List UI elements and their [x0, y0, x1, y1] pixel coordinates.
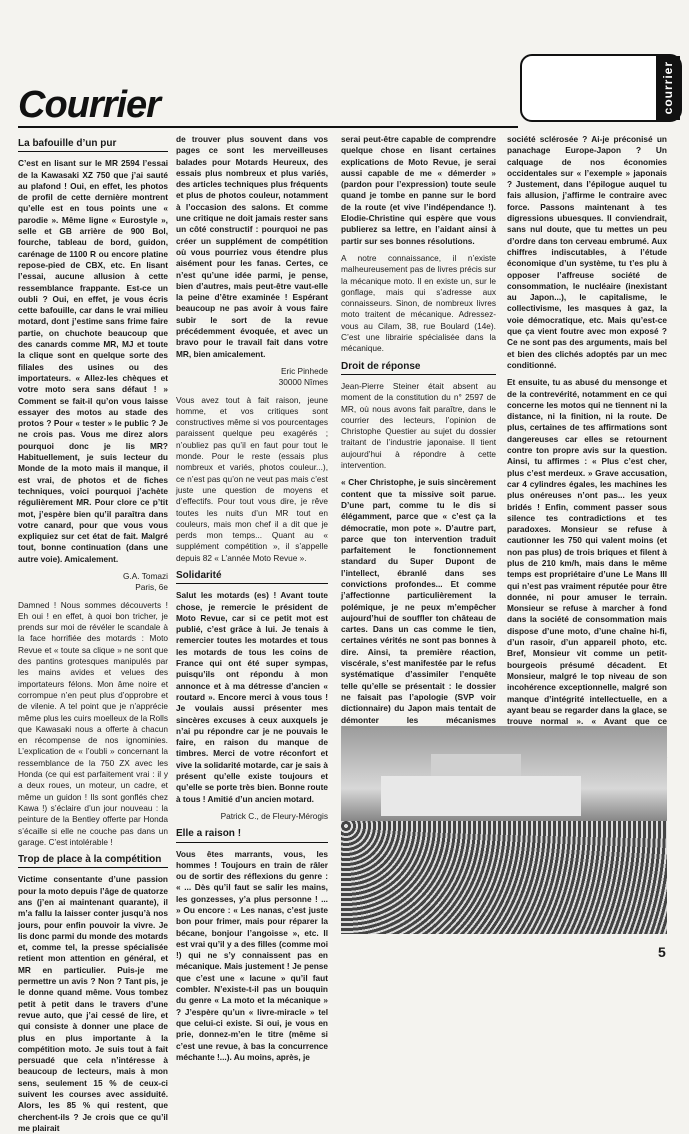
courrier-logo: [520, 54, 682, 122]
reply-paragraph: A notre connaissance, il n’existe malheureusement pas de livres précis sur la mécanique moto. Il en existe un, sur le gonflage, mais qui s’adresse aux connaisseurs. Sinon, de nombreux livres moto traitent de mécanique. Adressez-vous au Cilam, 38, rue Boulard (14e). C’est une librairie spécialisée dans la mécanique.: [341, 252, 496, 354]
signature-name: Eric Pinhede: [280, 365, 328, 376]
page-number: 5: [658, 944, 666, 960]
signature: [18, 571, 168, 594]
logo-text: courrier: [661, 61, 675, 115]
page-title: Courrier: [18, 84, 160, 126]
photo-crowd: [341, 821, 667, 934]
letter-paragraph: « Cher Christophe, je suis sincèrement content que ta missive soit parue. D’une part, comme tu le dis si élégamment, parce que « c’est ça la démocratie, mon pote ». D’autre part, parce que ton intervention traduit parfaitement le fonctionnement standard du Super Dupont de l’intellect, ébranlé dans ses convictions profondes... Et comme j’affectionne particulièrement la polémique, je ne peux m’empêcher aujourd’hui de souffler ton château de cartes. Dans un cas comme le tien, certaines vérités ne sont pas bonnes à dire. Ainsi, ta première réaction, viscérale, s’est manifestée par le refus systématique d’assimiler l’enquête telle qu’elle se présentait : le dossier ne faisait pas l’apologie (SVP voir dictionnaire) du Japon mais tentait de démonter les mécanismes: [341, 477, 496, 725]
letter-paragraph: Salut les motards (es) ! Avant toute chose, je remercie le président de Moto Revue, car si ce petit mot est publié, c’est grâce à lui. Je tenais à remercier toutes les motardes et tous les motards de tous les coins de France qui ont été super sympas, puisqu’ils ont répondu à mon annonce et à ma détresse d’ancien « routard ». Encore merci à vous tous ! Je voulais aussi présenter mes sincères excuses à ceux auxquels je n’ai pu répondre car je ne pouvais le faire, en raison du manque de timbres. Merci de votre réconfort et vive la solidarité motarde, car je sais à présent qu’elle existe toujours et qu’elle se porte très bien. Bonne route à tous ! Amitié d’un ancien motard.: [176, 590, 328, 804]
intro-paragraph: Jean-Pierre Steiner était absent au moment de la constitution du n° 2597 de MR, où nous avons fait paraître, dans le courrier des lecteurs, l’opinion de Christophe Questier au sujet du dossier traitant de l’industrie japonaise. Il tient aujourd’hui à répondre à cette intervention.: [341, 380, 496, 471]
signature-name: G.A. Tomazi: [122, 570, 168, 581]
letter-paragraph: Et ensuite, tu as abusé du mensonge et de la contrevérité, notamment en ce qui concerne les motos qui ne tiennent ni la distance, ni la finition, ni la route. De plus, certaines de tes affirmations sont dangereuses car elles se retournent contre ton propre avis sur la question. Ainsi, tu affirmes : « Plus c’est cher, plus c’est merdeux. » Grave accusation, car 4 cylindres égales, les machines les plus onéreuses n’ont pas... les yeux bridés ! Enfin, comment passer sous silence tes contradictions et tes paradoxes. Monsieur se refuse à cautionner les 750 qui valent moins (et non pas plus) de trois briques et filent à plus de 210 km/h, mais dans le même temps est propriétaire d’une Le Mans III qui n’est pas vraiment réputée pour être donnée, ni pour amuser le terrain. Monsieur se refuse à marcher à fond dans la société de consommation mais dispose d’une moto, d’une chaîne hi-fi, d’un rasoir, d’un appareil photo, etc. Bref, Monsieur vit comme un petit-bourgeois présumé décadent. Et Monsieur, malgré le top niveau de son incohérence exceptionnelle, malgré son manque d’intégrité intellectuelle, en a ayant beau se regarder dans la glace, se trouve normal ». « Avant que ce: [507, 377, 667, 727]
letter-paragraph: de trouver plus souvent dans vos pages ce sont les merveilleuses balades pour Motards Heureux, des essais plus nombreux et plus variés, des articles techniques plus fréquents et plus de photos couleur, notamment à l’occasion des salons. Et comme une critique ne doit jamais rester sans un côté constructif : pourquoi ne pas créer un supplément de compétition où vous pourriez vous étendre plus aisément pour les fanas. Certes, ce n’est qu’une idée parmi, je pense, bien d’autres, mais peut-être vaut-elle la peine d’être examinée ! Espérant beaucoup ne pas avoir à vous faire subir le sort de la revue précédemment évoquée, et avec un bravo pour le travail fait dans votre MR, bien amicalement.: [176, 134, 328, 359]
title-rule: [18, 126, 518, 128]
letter-paragraph: société sclérosée ? Ai-je préconisé un panachage Europe-Japon ? Un calquage de nos économies occidentales sur « l’exemple » japonais ? Justement, dans l’épilogue auquel tu fais allusion, j’affirme le contraire avec force. Passons maintenant à tes digressions ubuesques. Il conviendrait, sans nul doute, que tu mettes un peu d’ordre dans ton cerveau embrumé. Aux chiffres indiscutables, à l’étude économique d’un système, tu t’es plu à opposer l’affreuse société de consommation, le nucléaire (inexistant au Japon...), le capitalisme, le collectivisme, les masques à gaz, la voie démocratique, etc. Mais qu’est-ce que ça vient foutre avec mon exposé ? Ce ne sont pas des arguments, mais bel et bien des clichés adoptés par un mec conditionné.: [507, 134, 667, 370]
section-heading: Droit de réponse: [341, 361, 496, 375]
column-4: [507, 134, 667, 727]
section-heading: La bafouille d’un pur: [18, 138, 168, 152]
logo-strip: [656, 56, 680, 120]
factory-crowd-photo: [341, 726, 667, 934]
letter-paragraph: serai peut-être capable de comprendre quelque chose en lisant certaines explications de Moto Revue, je serai aussi capable de me « démerder » (pardon pour l’expression) toute seule quand je tombe en panne sur le bord de la route (et vive l’indépendance !). Elodie-Christine qui espère que vous publierez sa lettre, en l’aidant ainsi à partir sur ses bonnes résolutions.: [341, 134, 496, 246]
column-2: [176, 134, 328, 1062]
letter-paragraph: C’est en lisant sur le MR 2594 l’essai de la Kawasaki XZ 750 que j’ai sauté au plafond ! Oui, en effet, les photos de profil de cette dernière montrent qu’elle est en tous points une « parodie ». Même ligne « Eurostyle », selle et GB arrière de 900 Bol, fourche, tableau de bord, guidon, carénage de 1100 R ou encore platine repose-pied de CBX, etc. En lisant l’essai, aucune allusion à cette ressemblance frappante. Est-ce un oubli ? Oui, en effet, je vous écris cette bafouille, car dans le vrai milieu motard, dont j’estime sans frime faire partie, on chuchote beaucoup que des canards comme MR, MJ et toute la clique sont en quelque sorte des filiales des usines ou des importateurs. « Allez-les chèques et votre moto sera sans défaut ! » Comment se fait-il qu’on vous laisse essayer des motos au stade des protos ? Pour « tester » le public ? Je ne crois pas. Vous me direz alors pourquoi donc je lis MR? Habituellement, je suis lecteur du Monde de la moto mais il manque, il est vrai, de photos et de fiches techniques, voici pourquoi j’achète régulièrement MR. Pour clore ce p’tit mot, j’espère bien qu’il paraîtra dans votre canard, pour que vous vous expliquiez sur cet état de fait. Malgré tout, bonne continuation (dans une autre voie). Amicalement.: [18, 158, 168, 564]
signature: [176, 366, 328, 389]
signature: Patrick C., de Fleury-Mérogis: [220, 810, 328, 821]
section-heading: Solidarité: [176, 570, 328, 584]
letter-paragraph: Victime consentante d’une passion pour la moto depuis l’âge de quatorze ans (j’en ai maintenant quarante), il m’a fallu la laisser conter jusqu’à nos jours, pour enfin pouvoir la vivre. Je lis donc parmi du monde des motards et, comme tel, la presse spécialisée retient mon attention en général, et MR en particulier. Puis-je me permettre un avis ? Non ? Tant pis, je le donne quand même. Vous tombez petit à petit dans le travers d’une revue auto, que j’ai cessé de lire, et qui consiste à donner une place de plus en plus importante à la compétition moto. Je suis tout à fait persuadé que cela n’intéresse à beaucoup de lecteurs, mais à mon sens, seulement 15 % de ceux-ci suivent les courses avec assiduité. Alors, les 85 % qui restent, que cherchent-ils ? Je crois que ce qu’il me plairait: [18, 874, 168, 1133]
signature-city: Paris, 6e: [135, 582, 168, 593]
signature-city: 30000 Nîmes: [278, 377, 328, 388]
column-3: [341, 134, 496, 725]
column-1: [18, 134, 168, 1133]
photo-building: [381, 776, 581, 816]
section-heading: Trop de place à la compétition: [18, 854, 168, 868]
letter-paragraph: Vous êtes marrants, vous, les hommes ! Toujours en train de râler ou de sortir des réflexions du genre : « ... Dès qu’il faut se salir les mains, les gonzesses, y’a plus personne ! ... » Ou encore : « Les nanas, c’est juste bon pour frimer, mais pour réparer la bécane, bonjour l’angoisse », etc. Il est vrai qu’il y a des filles (comme moi !) qui ne s’y connaissent pas en mécanique. Mais justement ! Je pense que c’est une « lacune » qu’il faut combler. N’existe-t-il pas un bouquin du genre « La moto et la mécanique » ? J’espère qu’un « livre-miracle » tel que celui-ci existe. Si oui, je vous en prie, donnez-m’en le titre (même si c’est une revue, à bas la concurrence méchante !...). Au moins, après, je: [176, 848, 328, 1062]
reply-paragraph: Damned ! Nous sommes découverts ! Eh oui ! en effet, à quoi bon tricher, je prends sur moi de révéler le scandale à la face horrifiée des motards : Moto Revue et « toute sa clique » ne sont que des pantins grotesques manipulés par les mains avides et velues des importateurs félons. Mon âme noire et corrompue n’en peut plus d’opprobre et de vilenie. A tel point que je n’apprécie même plus les cuirs moelleux de la Rolls que Kawasaki nous a offerte à chacun en récompense de nos ignominies. L’explication de « l’oubli » concernant la ressemblance de la 750 ZX avec les Honda (ce qui est parfaitement vrai : il y a deux roues, un moteur, un cadre, et même un guidon ! Ils sont gonflés chez Kawa !) s’éclaire d’un jour nouveau : la peinture de la Bentley offerte par Honda s’écaille si elle ne couche pas dans un garage. C’est intolérable !: [18, 599, 168, 847]
reply-paragraph: Vous avez tout à fait raison, jeune homme, et vos critiques sont constructives même si vos pourcentages paraissent quelque peu exagérés ; n’oubliez pas qu’il en faut pour tout le monde. Pour le reste (essais plus nombreux et variés, photos couleur...), ce n’est pas qu’on ne veut pas mais c’est juste une question de moyens et d’effectifs. Pour tout vous dire, je rêve toutes les nuits d’un MR tout en couleurs, mais mon chef il a dit que je perds mon temps... Quant au « supplément compétition », il s’appelle depuis 82 « L’année Moto Revue ».: [176, 394, 328, 563]
section-heading: Elle a raison !: [176, 828, 328, 842]
